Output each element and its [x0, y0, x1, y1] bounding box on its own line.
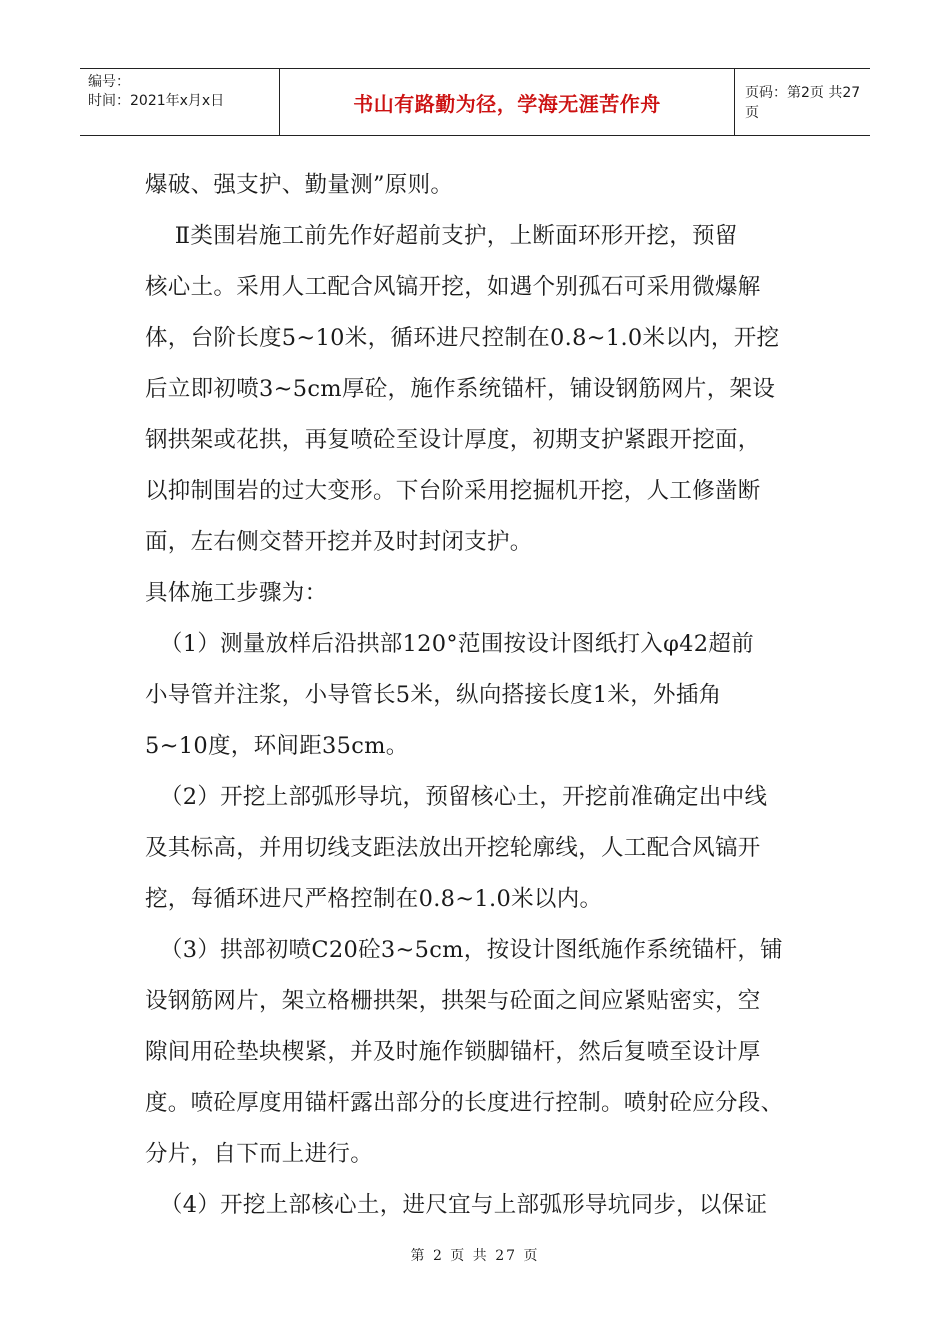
page-info-text: 页码：第2页 共27页	[745, 85, 861, 121]
body-line: Ⅱ类围岩施工前先作好超前支护，上断面环形开挖，预留	[145, 223, 738, 249]
page-header	[80, 68, 870, 136]
body-line: 钢拱架或花拱，再复喷砼至设计厚度，初期支护紧跟开挖面，	[145, 427, 761, 453]
body-line: 核心土。采用人工配合风镐开挖，如遇个别孤石可采用微爆解	[145, 274, 761, 300]
document-body	[145, 160, 825, 1231]
body-line: 5~10度，环间距35cm。	[145, 733, 409, 759]
body-line: 分片，自下而上进行。	[145, 1141, 374, 1167]
header-page-info	[735, 69, 870, 135]
body-line: 后立即初喷3~5cm厚砼，施作系统锚杆，铺设钢筋网片，架设	[145, 376, 776, 402]
body-line: 体，台阶长度5~10米，循环进尺控制在0.8~1.0米以内，开挖	[145, 325, 780, 351]
page-footer: 第 2 页 共 27 页	[410, 1248, 540, 1264]
body-line: （4）开挖上部核心土，进尺宜与上部弧形导坑同步，以保证	[145, 1192, 768, 1218]
body-line: （1）测量放样后沿拱部120°范围按设计图纸打入φ42超前	[145, 631, 755, 657]
document-number-label: 编号：	[88, 74, 130, 90]
body-line: 面，左右侧交替开挖并及时封闭支护。	[145, 529, 533, 555]
body-line: 设钢筋网片，架立格栅拱架，拱架与砼面之间应紧贴密实，空	[145, 988, 761, 1014]
motto-text: 书山有路勤为径，学海无涯苦作舟	[353, 91, 661, 116]
body-line: 挖，每循环进尺严格控制在0.8~1.0米以内。	[145, 886, 603, 912]
body-line: 小导管并注浆，小导管长5米，纵向搭接长度1米，外插角	[145, 682, 722, 708]
body-line: 及其标高，并用切线支距法放出开挖轮廓线，人工配合风镐开	[145, 835, 761, 861]
body-line: 具体施工步骤为：	[145, 580, 328, 606]
document-time: 时间：2021年x月x日	[88, 93, 225, 109]
body-line: （2）开挖上部弧形导坑，预留核心土，开挖前准确定出中线	[145, 784, 768, 810]
body-line: 隙间用砼垫块楔紧，并及时施作锁脚锚杆，然后复喷至设计厚	[145, 1039, 761, 1065]
header-motto	[280, 69, 735, 135]
body-line: 以抑制围岩的过大变形。下台阶采用挖掘机开挖，人工修凿断	[145, 478, 761, 504]
body-line: 度。喷砼厚度用锚杆露出部分的长度进行控制。喷射砼应分段、	[145, 1090, 784, 1116]
header-meta	[80, 69, 280, 135]
body-line: （3）拱部初喷C20砼3~5cm，按设计图纸施作系统锚杆，铺	[145, 937, 783, 963]
body-line: 爆破、强支护、勤量测”原则。	[145, 172, 454, 198]
